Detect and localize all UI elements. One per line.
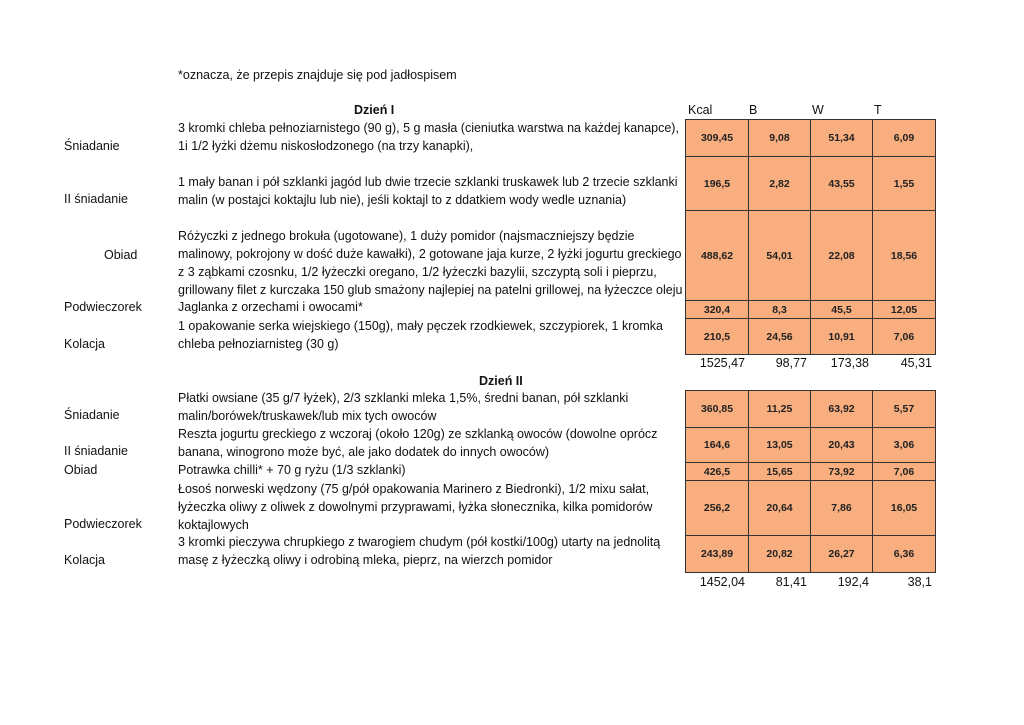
kcal-cell: 164,6 — [685, 427, 749, 463]
meal-name: Obiad — [64, 463, 98, 477]
total-w: 173,38 — [830, 356, 869, 370]
total-t: 45,31 — [900, 356, 932, 370]
kcal-cell: 488,62 — [685, 210, 749, 301]
header-w: W — [812, 103, 824, 117]
w-cell: 43,55 — [810, 156, 873, 211]
t-cell: 3,06 — [872, 427, 936, 463]
total-kcal: 1452,04 — [699, 575, 745, 589]
total-kcal: 1525,47 — [699, 356, 745, 370]
meal-name: II śniadanie — [64, 192, 128, 206]
t-cell: 18,56 — [872, 210, 936, 301]
meal-name: Kolacja — [64, 337, 105, 351]
total-b: 81,41 — [775, 575, 807, 589]
meal-description: 3 kromki chleba pełnoziarnistego (90 g), 5 g masła (cieniutka warstwa na każdej kanapce), 1i 1/2 łyżki dżemu niskosłodzonego (na trzy kanapki), — [178, 121, 679, 153]
meal-description: 1 opakowanie serka wiejskiego (150g), mały pęczek rzodkiewek, szczypiorek, 1 kromka chleba pełnoziarnisteg (30 g) — [178, 319, 663, 351]
t-cell: 6,09 — [872, 119, 936, 157]
total-b: 98,77 — [775, 356, 807, 370]
b-cell: 8,3 — [748, 300, 811, 319]
w-cell: 26,27 — [810, 535, 873, 573]
kcal-cell: 309,45 — [685, 119, 749, 157]
meal-description: Reszta jogurtu greckiego z wczoraj (około 120g) ze szklanką owoców (dowolne oprócz banana, winogrono może być, ale jako dodatek do innych owoców) — [178, 427, 658, 459]
header-kcal: Kcal — [688, 103, 713, 117]
header-b: B — [749, 103, 758, 117]
b-cell: 54,01 — [748, 210, 811, 301]
w-cell: 45,5 — [810, 300, 873, 319]
b-cell: 13,05 — [748, 427, 811, 463]
total-w: 192,4 — [837, 575, 869, 589]
w-cell: 20,43 — [810, 427, 873, 463]
t-cell: 1,55 — [872, 156, 936, 211]
w-cell: 10,91 — [810, 318, 873, 355]
b-cell: 24,56 — [748, 318, 811, 355]
t-cell: 5,57 — [872, 390, 936, 428]
t-cell: 12,05 — [872, 300, 936, 319]
b-cell: 15,65 — [748, 462, 811, 481]
kcal-cell: 426,5 — [685, 462, 749, 481]
b-cell: 9,08 — [748, 119, 811, 157]
b-cell: 20,64 — [748, 480, 811, 536]
kcal-cell: 256,2 — [685, 480, 749, 536]
w-cell: 63,92 — [810, 390, 873, 428]
t-cell: 7,06 — [872, 462, 936, 481]
meal-description: Potrawka chilli* + 70 g ryżu (1/3 szklanki) — [178, 463, 406, 477]
day-1-title: Dzień I — [354, 103, 395, 117]
w-cell: 7,86 — [810, 480, 873, 536]
day-2-title: Dzień II — [479, 374, 523, 388]
meal-name: Śniadanie — [64, 139, 120, 153]
meal-description: Płatki owsiane (35 g/7 łyżek), 2/3 szklanki mleka 1,5%, średni banan, pół szklanki malin/borówek/truskawek/lub mix tych owoców — [178, 391, 629, 423]
w-cell: 73,92 — [810, 462, 873, 481]
meal-description: Różyczki z jednego brokuła (ugotowane), 1 duży pomidor (najsmaczniejszy będzie malinowy, pokrojony w dość duże kawałki), 2 gotowane jaja kurze, 2 łyżki jogurtu greckiego z 3 ząbkami czosnku, 1/2 łyżeczki oregano, 1/2 łyżeczki bazylii, szczyptą soli i pieprzu, grillowany filet z kurczaka 150 glub smażony najlepiej na patelni grillowej, na łyżeczce oleju — [178, 229, 683, 297]
t-cell: 6,36 — [872, 535, 936, 573]
kcal-cell: 360,85 — [685, 390, 749, 428]
meal-description: Łosoś norweski wędzony (75 g/pół opakowania Marinero z Biedronki), 1/2 mixu sałat, łyżeczka oliwy z oliwek z dowolnymi przyprawami, łyżka słonecznika, kilka pomidorów koktajlowych — [178, 482, 653, 532]
w-cell: 22,08 — [810, 210, 873, 301]
kcal-cell: 196,5 — [685, 156, 749, 211]
b-cell: 2,82 — [748, 156, 811, 211]
total-t: 38,1 — [907, 575, 932, 589]
meal-name: Obiad — [104, 248, 138, 262]
t-cell: 16,05 — [872, 480, 936, 536]
meal-name: Podwieczorek — [64, 517, 142, 531]
kcal-cell: 243,89 — [685, 535, 749, 573]
header-t: T — [874, 103, 882, 117]
kcal-cell: 320,4 — [685, 300, 749, 319]
meal-description: 3 kromki pieczywa chrupkiego z twarogiem chudym (pół kostki/100g) utarty na jednolitą masę z łyżeczką oliwy i odrobiną mleka, pieprz, na wierzch pomidor — [178, 535, 661, 567]
b-cell: 11,25 — [748, 390, 811, 428]
b-cell: 20,82 — [748, 535, 811, 573]
meal-description: Jaglanka z orzechami i owocami* — [178, 300, 363, 314]
meal-name: Podwieczorek — [64, 300, 142, 314]
kcal-cell: 210,5 — [685, 318, 749, 355]
meal-description: 1 mały banan i pół szklanki jagód lub dwie trzecie szklanki truskawek lub 2 trzecie szklanki malin (w postajci koktajlu lub nie), jeśli koktajl to z ddatkiem wody wedle uznania) — [178, 175, 678, 207]
meal-name: Kolacja — [64, 553, 105, 567]
meal-name: Śniadanie — [64, 408, 120, 422]
footnote-text: *oznacza, że przepis znajduje się pod jadłospisem — [178, 68, 457, 82]
t-cell: 7,06 — [872, 318, 936, 355]
w-cell: 51,34 — [810, 119, 873, 157]
meal-name: II śniadanie — [64, 444, 128, 458]
